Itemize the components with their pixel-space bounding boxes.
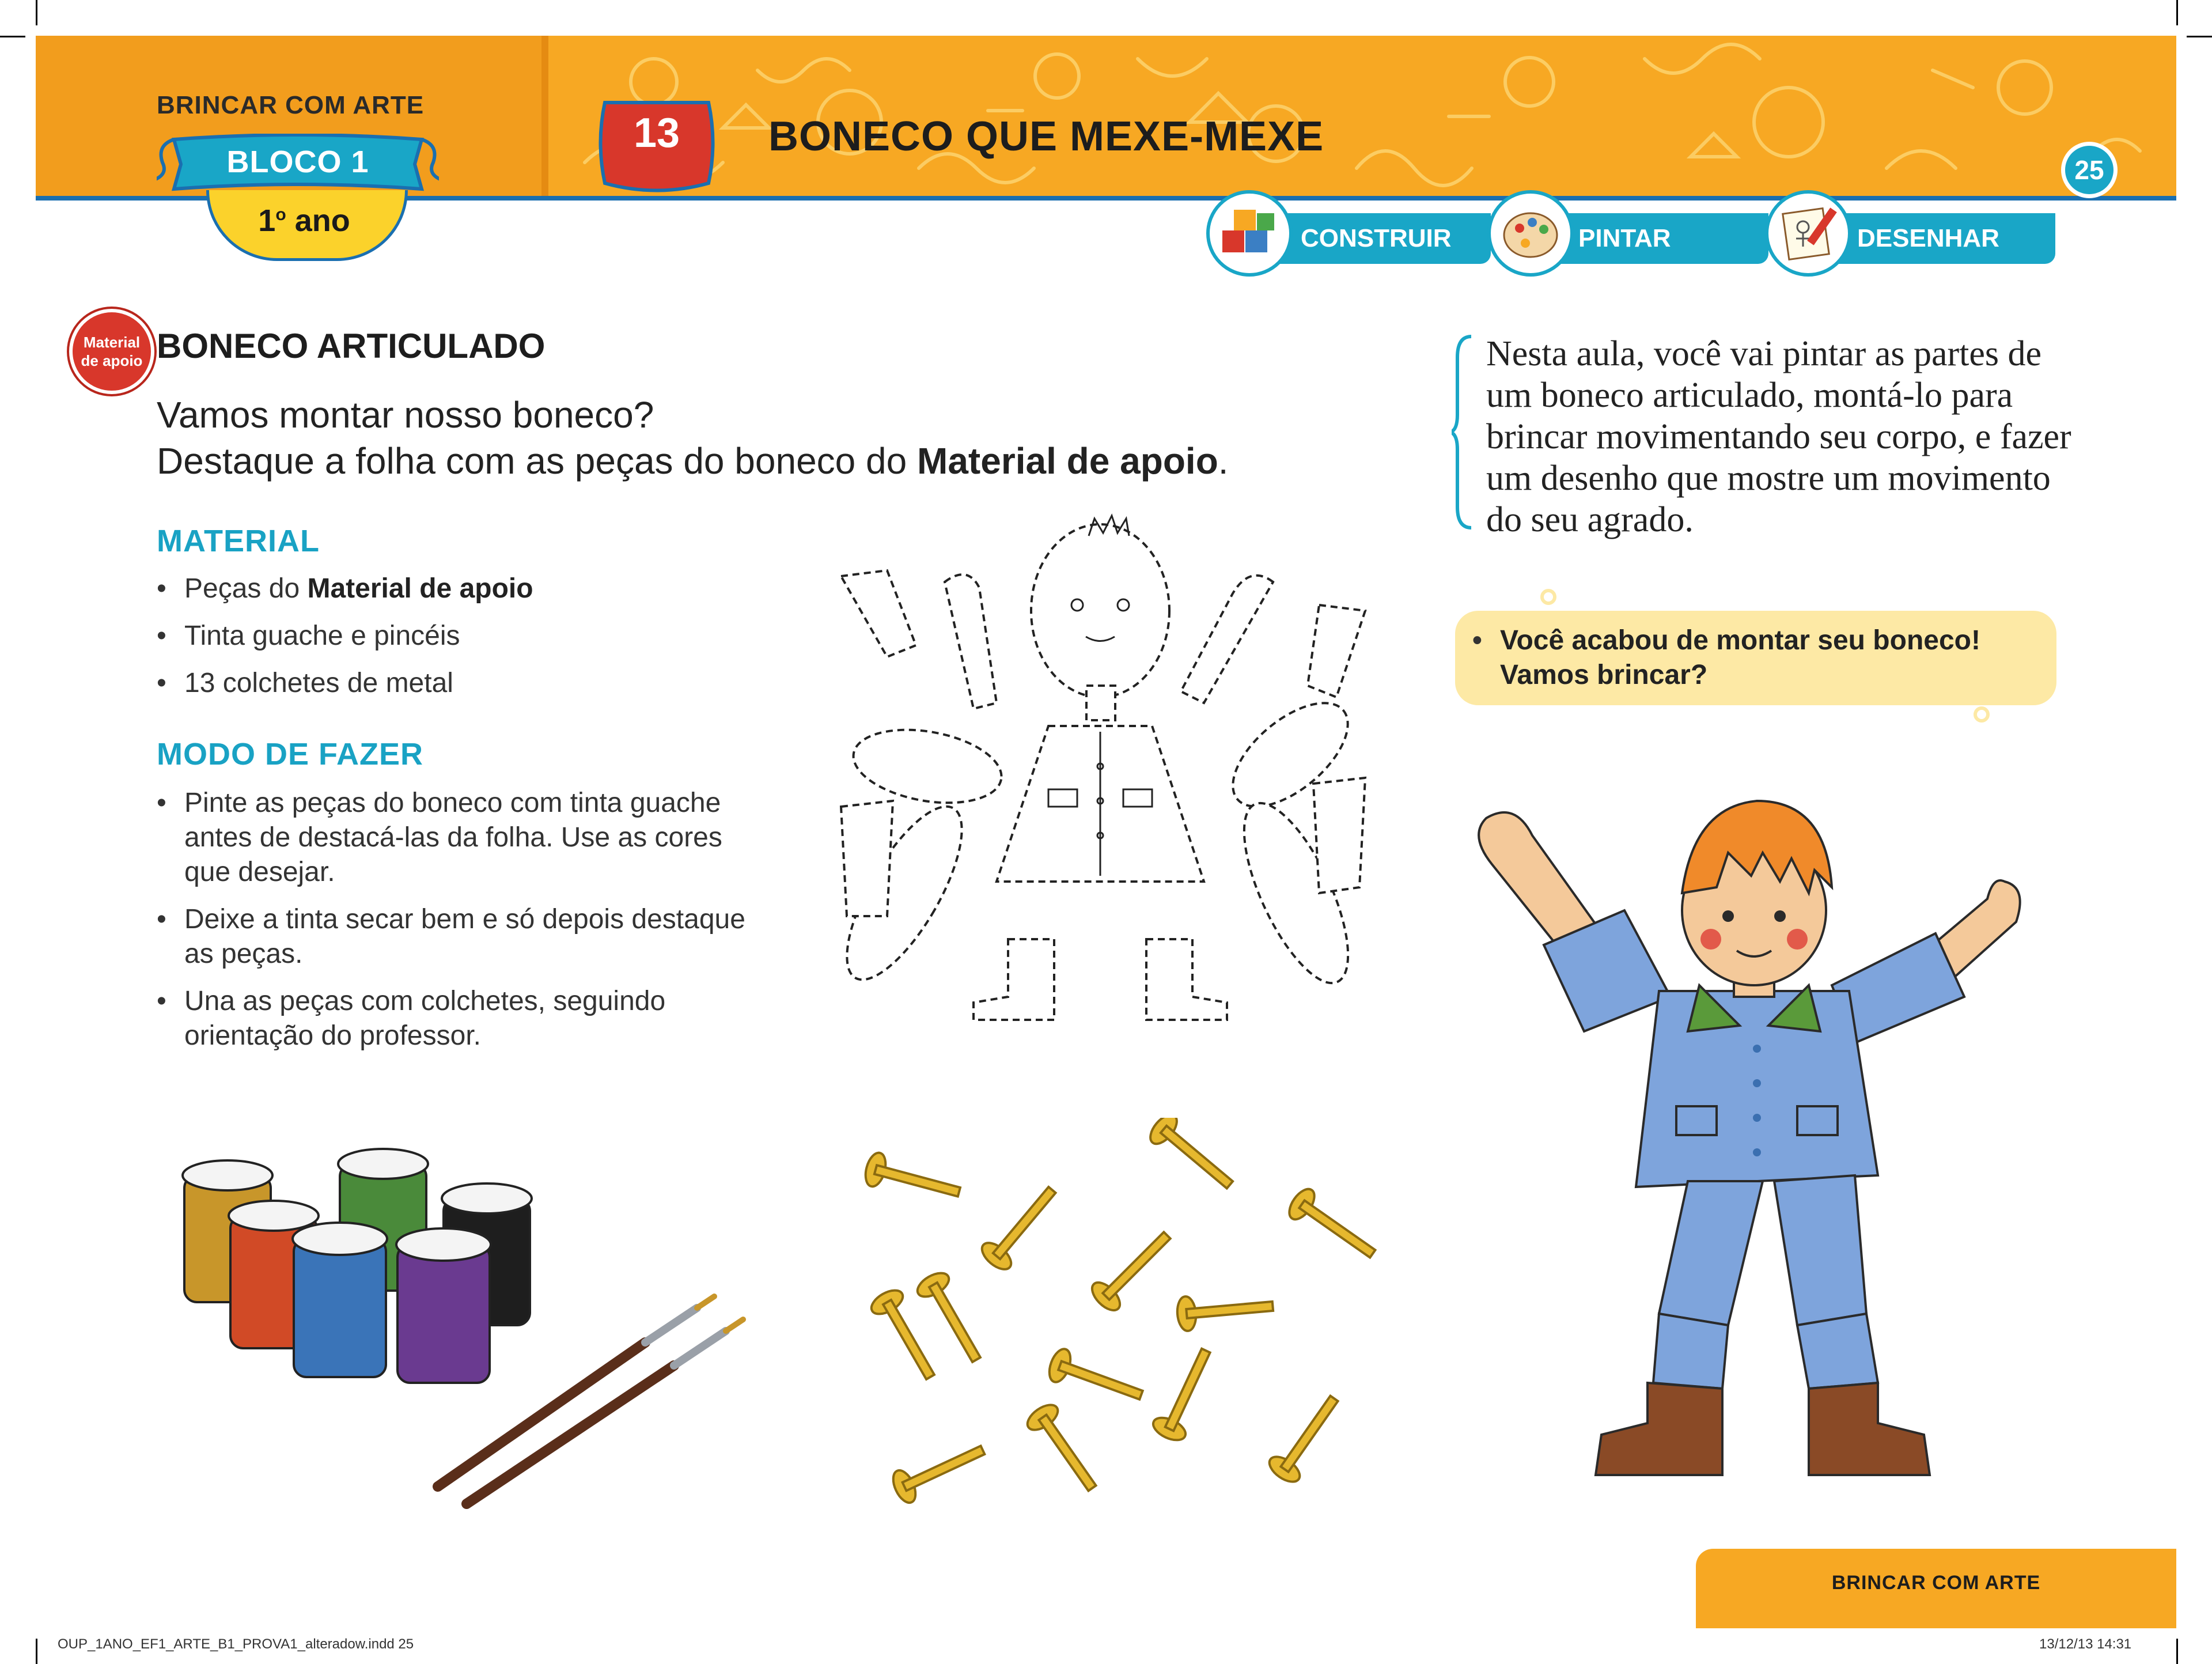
crop-mark	[36, 0, 37, 25]
crop-mark	[2187, 36, 2212, 37]
list-item: • Você acabou de montar seu boneco! Vamos brincar?	[1472, 623, 2037, 693]
crop-mark	[2176, 0, 2178, 25]
section-intro	[157, 392, 1229, 484]
intro-line-2: Destaque a folha com as peças do boneco do Material de apoio.	[157, 440, 1229, 482]
list-item: • Tinta guache e pincéis	[157, 619, 790, 653]
paint-palette-icon	[1487, 190, 1574, 277]
tab-pintar-label: PINTAR	[1578, 224, 1671, 252]
callout-ring-bottom	[1974, 706, 1990, 723]
list-item: • 13 colchetes de metal	[157, 666, 790, 701]
print-slug-filename: OUP_1ANO_EF1_ARTE_B1_PROVA1_alteradow.indd 25	[58, 1636, 414, 1652]
modo-heading: MODO DE FAZER	[157, 737, 424, 772]
grade-label: 1$^o$ ano	[258, 203, 350, 238]
puppet-cutout-template	[824, 513, 1388, 1049]
page-number: 25	[2061, 142, 2118, 198]
crop-mark	[2176, 1639, 2178, 1664]
description-brace	[1452, 334, 1475, 530]
lesson-title: BONECO QUE MEXE-MEXE	[768, 114, 1324, 160]
material-heading: MATERIAL	[157, 524, 320, 558]
building-blocks-icon	[1206, 190, 1293, 277]
drawing-pencil-icon	[1765, 190, 1851, 277]
assembled-puppet-illustration	[1452, 795, 2062, 1504]
series-title: BRINCAR COM ARTE	[157, 91, 425, 119]
list-item: • Una as peças com colchetes, seguindo orientação do professor.	[157, 984, 767, 1053]
lesson-number: 13	[633, 110, 680, 156]
lesson-description: Nesta aula, você vai pintar as partes de um boneco articulado, montá-lo para brincar movimentando seu corpo, e fazer um desenho que mostre um movimento do seu agrado.	[1486, 334, 2071, 539]
list-item: • Peças do Material de apoio	[157, 572, 790, 606]
intro-line-1: Vamos montar nosso boneco?	[157, 394, 654, 436]
list-item: • Pinte as peças do boneco com tinta guache antes de destacá-las da folha. Use as cores que desejar.	[157, 786, 767, 890]
tab-desenhar-label: DESENHAR	[1857, 224, 1999, 252]
tab-construir-label: CONSTRUIR	[1301, 224, 1452, 252]
material-de-apoio-badge: Material de apoio	[69, 309, 154, 394]
material-list	[157, 572, 790, 713]
brass-fasteners-illustration	[830, 1118, 1394, 1521]
callout-text	[1472, 623, 2037, 705]
callout-ring-top	[1540, 589, 1556, 605]
list-item: • Deixe a tinta secar bem e só depois destaque as peças.	[157, 902, 767, 971]
section-title: BONECO ARTICULADO	[157, 327, 546, 365]
footer-series-label: BRINCAR COM ARTE	[1831, 1572, 2041, 1594]
header-divider	[541, 36, 548, 199]
modo-list	[157, 786, 767, 1066]
crop-mark	[0, 36, 25, 37]
paint-brushes-illustration	[426, 1279, 749, 1510]
print-slug-datetime: 13/12/13 14:31	[2039, 1636, 2132, 1652]
bloco-label: BLOCO 1	[226, 145, 369, 179]
crop-mark	[36, 1639, 37, 1664]
